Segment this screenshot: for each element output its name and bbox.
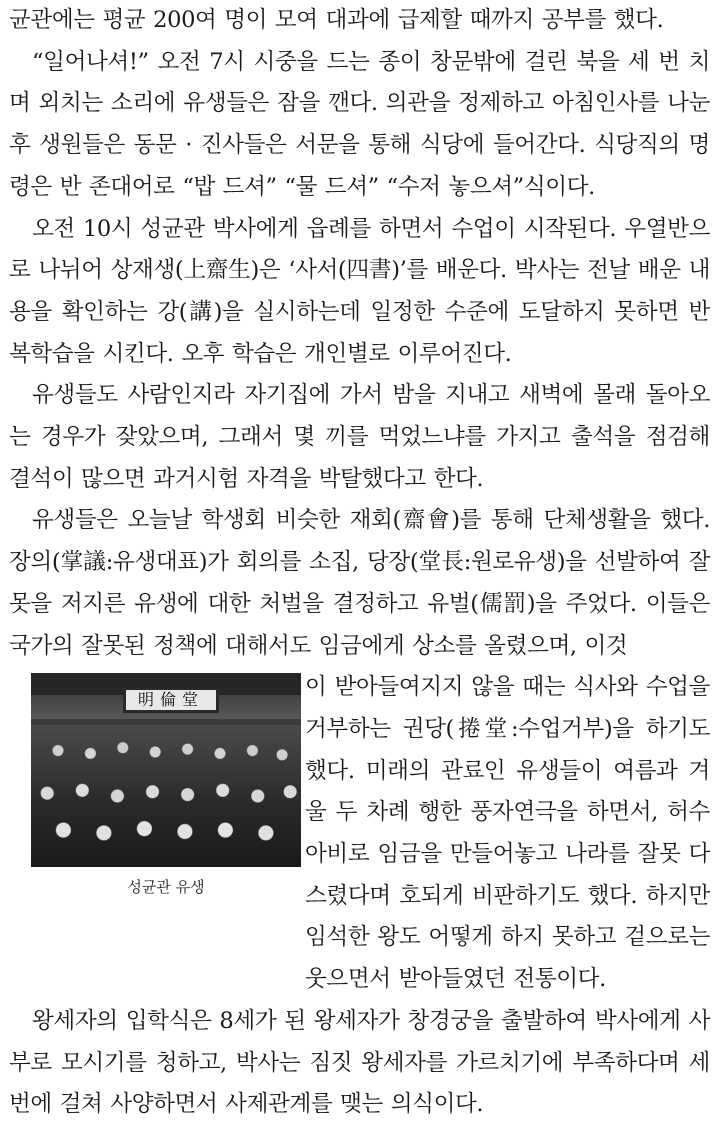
photo-figure (9, 673, 295, 963)
paragraph-3: 오전 10시 성균관 박사에게 읍례를 하면서 수업이 시작된다. 우열반으로 나뉘어 상재생(上齋生)은 ‘사서(四書)’를 배운다. 박사는 전날 배운 내용을 확인하는 강(講)을 실시하는데 일정한 수준에 도달하지 못하면 반복학습을 시킨다. 오후 학습은 개인별로 이루어진다. (9, 215, 710, 367)
paragraph-5: 유생들은 오늘날 학생회 비슷한 재회(齋會)를 통해 단체생활을 했다. 장의(掌議:유생대표)가 회의를 소집, 당장(堂長:원로유생)을 선발하여 잘못을 저지른 유생에 대한 처벌을 결정하고 유벌(儒罰)을 주었다. 이들은 국가의 잘못된 정책에 대해서도 임금에게 상소를 올렸으며, 이것 (9, 507, 710, 659)
photo-caption: 성균관 유생 (127, 878, 205, 897)
paragraph-7: 왕세자의 입학식은 8세가 된 왕세자가 창경궁을 출발하여 박사에게 사부로 모시기를 청하고, 박사는 짐짓 왕세자를 가르치기에 부족하다며 세 번에 걸쳐 사양하면서 사제관계를 맺는 의식이다. (9, 1007, 710, 1118)
paragraph-6: 이 받아들여지지 않을 때는 식사와 수업을 거부하는 권당(捲堂:수업거부)을 하기도 했다. 미래의 관료인 유생들이 여름과 겨울 두 차례 행한 풍자연극을 하면서, 허수아비로 임금을 만들어놓고 나라를 잘못 다스렸다며 호되게 비판하기도 했다. 하지만 임석한 왕도 어떻게 하지 못하고 겉으로는 웃으면서 받아들였던 전통이다. (305, 674, 710, 993)
paragraph-4: 유생들도 사람인지라 자기집에 가서 밤을 지내고 새벽에 몰래 돌아오는 경우가 잦았으며, 그래서 몇 끼를 먹었느냐를 가지고 출석을 점검해 결석이 많으면 과거시험 자격을 박탈했다고 한다. (9, 382, 710, 492)
photo-signboard: 明倫堂 (123, 687, 219, 713)
paragraph-1: 균관에는 평균 200여 명이 모여 대과에 급제할 때까지 공부를 했다. (9, 7, 664, 33)
paragraph-2: “일어나셔!” 오전 7시 시중을 드는 종이 창문밖에 걸린 북을 세 번 치며 외치는 소리에 유생들은 잠을 깬다. 의관을 정제하고 아침인사를 나눈 후 생원들은 동문 · 진사들은 서문을 통해 식당에 들어간다. 식당직의 명령은 반 존대어로 “밥 드셔” “물 드셔” “수저 놓으셔”식이다. (9, 48, 710, 200)
photo-crowd (31, 725, 301, 867)
students-photo (31, 673, 301, 867)
